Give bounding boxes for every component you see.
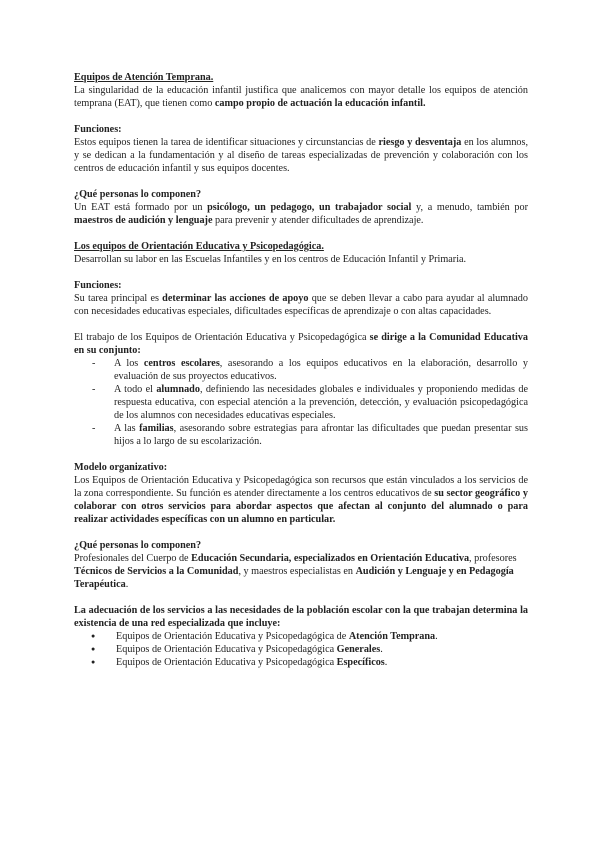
text-run: Equipos de Orientación Educativa y Psicopedagógica bbox=[116, 657, 337, 668]
list-item bbox=[74, 643, 528, 656]
eoep-members-paragraph bbox=[74, 552, 528, 591]
section-title-eat: Equipos de Atención Temprana. bbox=[74, 72, 214, 83]
bold-run: maestros de audición y lenguaje bbox=[74, 215, 213, 226]
text-run: , definiendo las necesidades globales e individuales y proponiendo medidas de respuesta educativa, con especial atención a la prevención, detección, y evaluación psicopedagógica de los alumnos con necesidades educativas especiales. bbox=[114, 384, 528, 421]
text-run: . bbox=[125, 579, 129, 590]
bold-run: Educación Secundaria, especializados en Orientación Educativa bbox=[191, 553, 470, 564]
text-run: Su tarea principal es bbox=[74, 293, 163, 304]
text-run: Equipos de Orientación Educativa y Psicopedagógica bbox=[116, 644, 337, 655]
text-run: El trabajo de los Equipos de Orientación Educativa y Psicopedagógica bbox=[74, 332, 370, 343]
list-item bbox=[74, 630, 528, 643]
text-run: , asesorando a los equipos educativos en la elaboración, desarrollo y evaluación de sus proyectos educativos. bbox=[114, 358, 528, 382]
list-item bbox=[74, 422, 528, 448]
bold-run: su sector geográfico y colaborar con otros servicios para abordar aspectos que afectan al conjunto del alumnado o para realizar actividades específicas con un alumno en particular. bbox=[74, 488, 528, 525]
list-item bbox=[74, 656, 528, 669]
text-run: que se deben llevar a cabo para ayudar al alumnado con necesidades educativas especiales, dificultades específicas de aprendizaje o con altas capacidades. bbox=[74, 293, 528, 317]
text-run: para prevenir y atender dificultades de aprendizaje. bbox=[212, 215, 424, 226]
text-run: A las bbox=[114, 423, 140, 434]
text-run: . bbox=[384, 657, 388, 668]
text-run: Un EAT está formado por un bbox=[74, 202, 208, 213]
bold-run: Atención Temprana bbox=[348, 631, 436, 642]
eat-intro-paragraph bbox=[74, 84, 528, 110]
bold-run: familias bbox=[139, 423, 174, 434]
text-run: Los Equipos de Orientación Educativa y Psicopedagógica son recursos que están vinculados a los servicios de la zona correspondiente. Su función es atender directamente a los centros educativos de bbox=[74, 475, 528, 499]
text-run: Estos equipos tienen la tarea de identificar situaciones y circunstancias de bbox=[74, 137, 379, 148]
model-heading: Modelo organizativo: bbox=[74, 462, 168, 473]
eat-members-paragraph bbox=[74, 201, 528, 227]
bold-run: psicólogo, un pedagogo, un trabajador social bbox=[207, 202, 412, 213]
list-item bbox=[74, 357, 528, 383]
bold-run: se dirige a la Comunidad Educativa en su conjunto: bbox=[74, 332, 528, 356]
text-run: , y maestros especialistas en bbox=[238, 566, 356, 577]
text-run: A los bbox=[114, 358, 144, 369]
bold-run: Generales bbox=[336, 644, 381, 655]
eoep-members-heading: ¿Qué personas lo componen? bbox=[74, 540, 202, 551]
eoep-intro-paragraph: Desarrollan su labor en las Escuelas Infantiles y en los centros de Educación Infantil y Primaria. bbox=[74, 254, 467, 265]
text-run: en los alumnos, y se dedican a la fundamentación y al diseño de tareas especializadas de prevención y colaboración con los centros de educación infantil y sus equipos docentes. bbox=[74, 137, 529, 174]
text-run: Equipos de Orientación Educativa y Psicopedagógica de bbox=[116, 631, 349, 642]
bold-run: determinar las acciones de apoyo bbox=[162, 293, 309, 304]
bold-run: Técnicos de Servicios a la Comunidad bbox=[74, 566, 239, 577]
bold-run: campo propio de actuación la educación infantil. bbox=[214, 98, 426, 109]
eat-members-heading: ¿Qué personas lo componen? bbox=[74, 189, 202, 200]
eoep-functions-paragraph bbox=[74, 292, 528, 318]
eat-functions-paragraph bbox=[74, 136, 528, 175]
community-dash-list bbox=[74, 357, 528, 448]
list-item bbox=[74, 383, 528, 422]
eoep-work-paragraph bbox=[74, 331, 528, 357]
text-run: . bbox=[380, 644, 383, 655]
bold-run: centros escolares bbox=[143, 358, 220, 369]
section-title-eoep: Los equipos de Orientación Educativa y Psicopedagógica. bbox=[74, 241, 324, 252]
text-run: A todo el bbox=[114, 384, 157, 395]
text-run: Profesionales del Cuerpo de bbox=[74, 553, 192, 564]
model-paragraph bbox=[74, 474, 528, 526]
text-run: , asesorando sobre estrategias para afrontar las dificultades que puedan presentar sus hijos a lo largo de su escolarización. bbox=[114, 423, 528, 447]
text-run: . bbox=[435, 631, 438, 642]
teams-bullet-list bbox=[74, 630, 528, 669]
bold-run: alumnado bbox=[156, 384, 200, 395]
text-run: y, a menudo, también por bbox=[411, 202, 529, 213]
text-run: La singularidad de la educación infantil justifica que analicemos con mayor detalle los equipos de atención temprana (EAT), que tienen como bbox=[74, 85, 528, 109]
bold-run: Específicos bbox=[336, 657, 385, 668]
bold-run: Audición y Lenguaje y en Pedagogía Terapéutica bbox=[74, 566, 514, 590]
adaptation-paragraph: La adecuación de los servicios a las necesidades de la población escolar con la que trabajan determina la existencia de una red especializada que incluye: bbox=[74, 605, 528, 629]
text-run: , profesores bbox=[469, 553, 517, 564]
eat-functions-heading: Funciones: bbox=[74, 124, 122, 135]
eoep-functions-heading: Funciones: bbox=[74, 280, 122, 291]
bold-run: riesgo y desventaja bbox=[378, 137, 462, 148]
